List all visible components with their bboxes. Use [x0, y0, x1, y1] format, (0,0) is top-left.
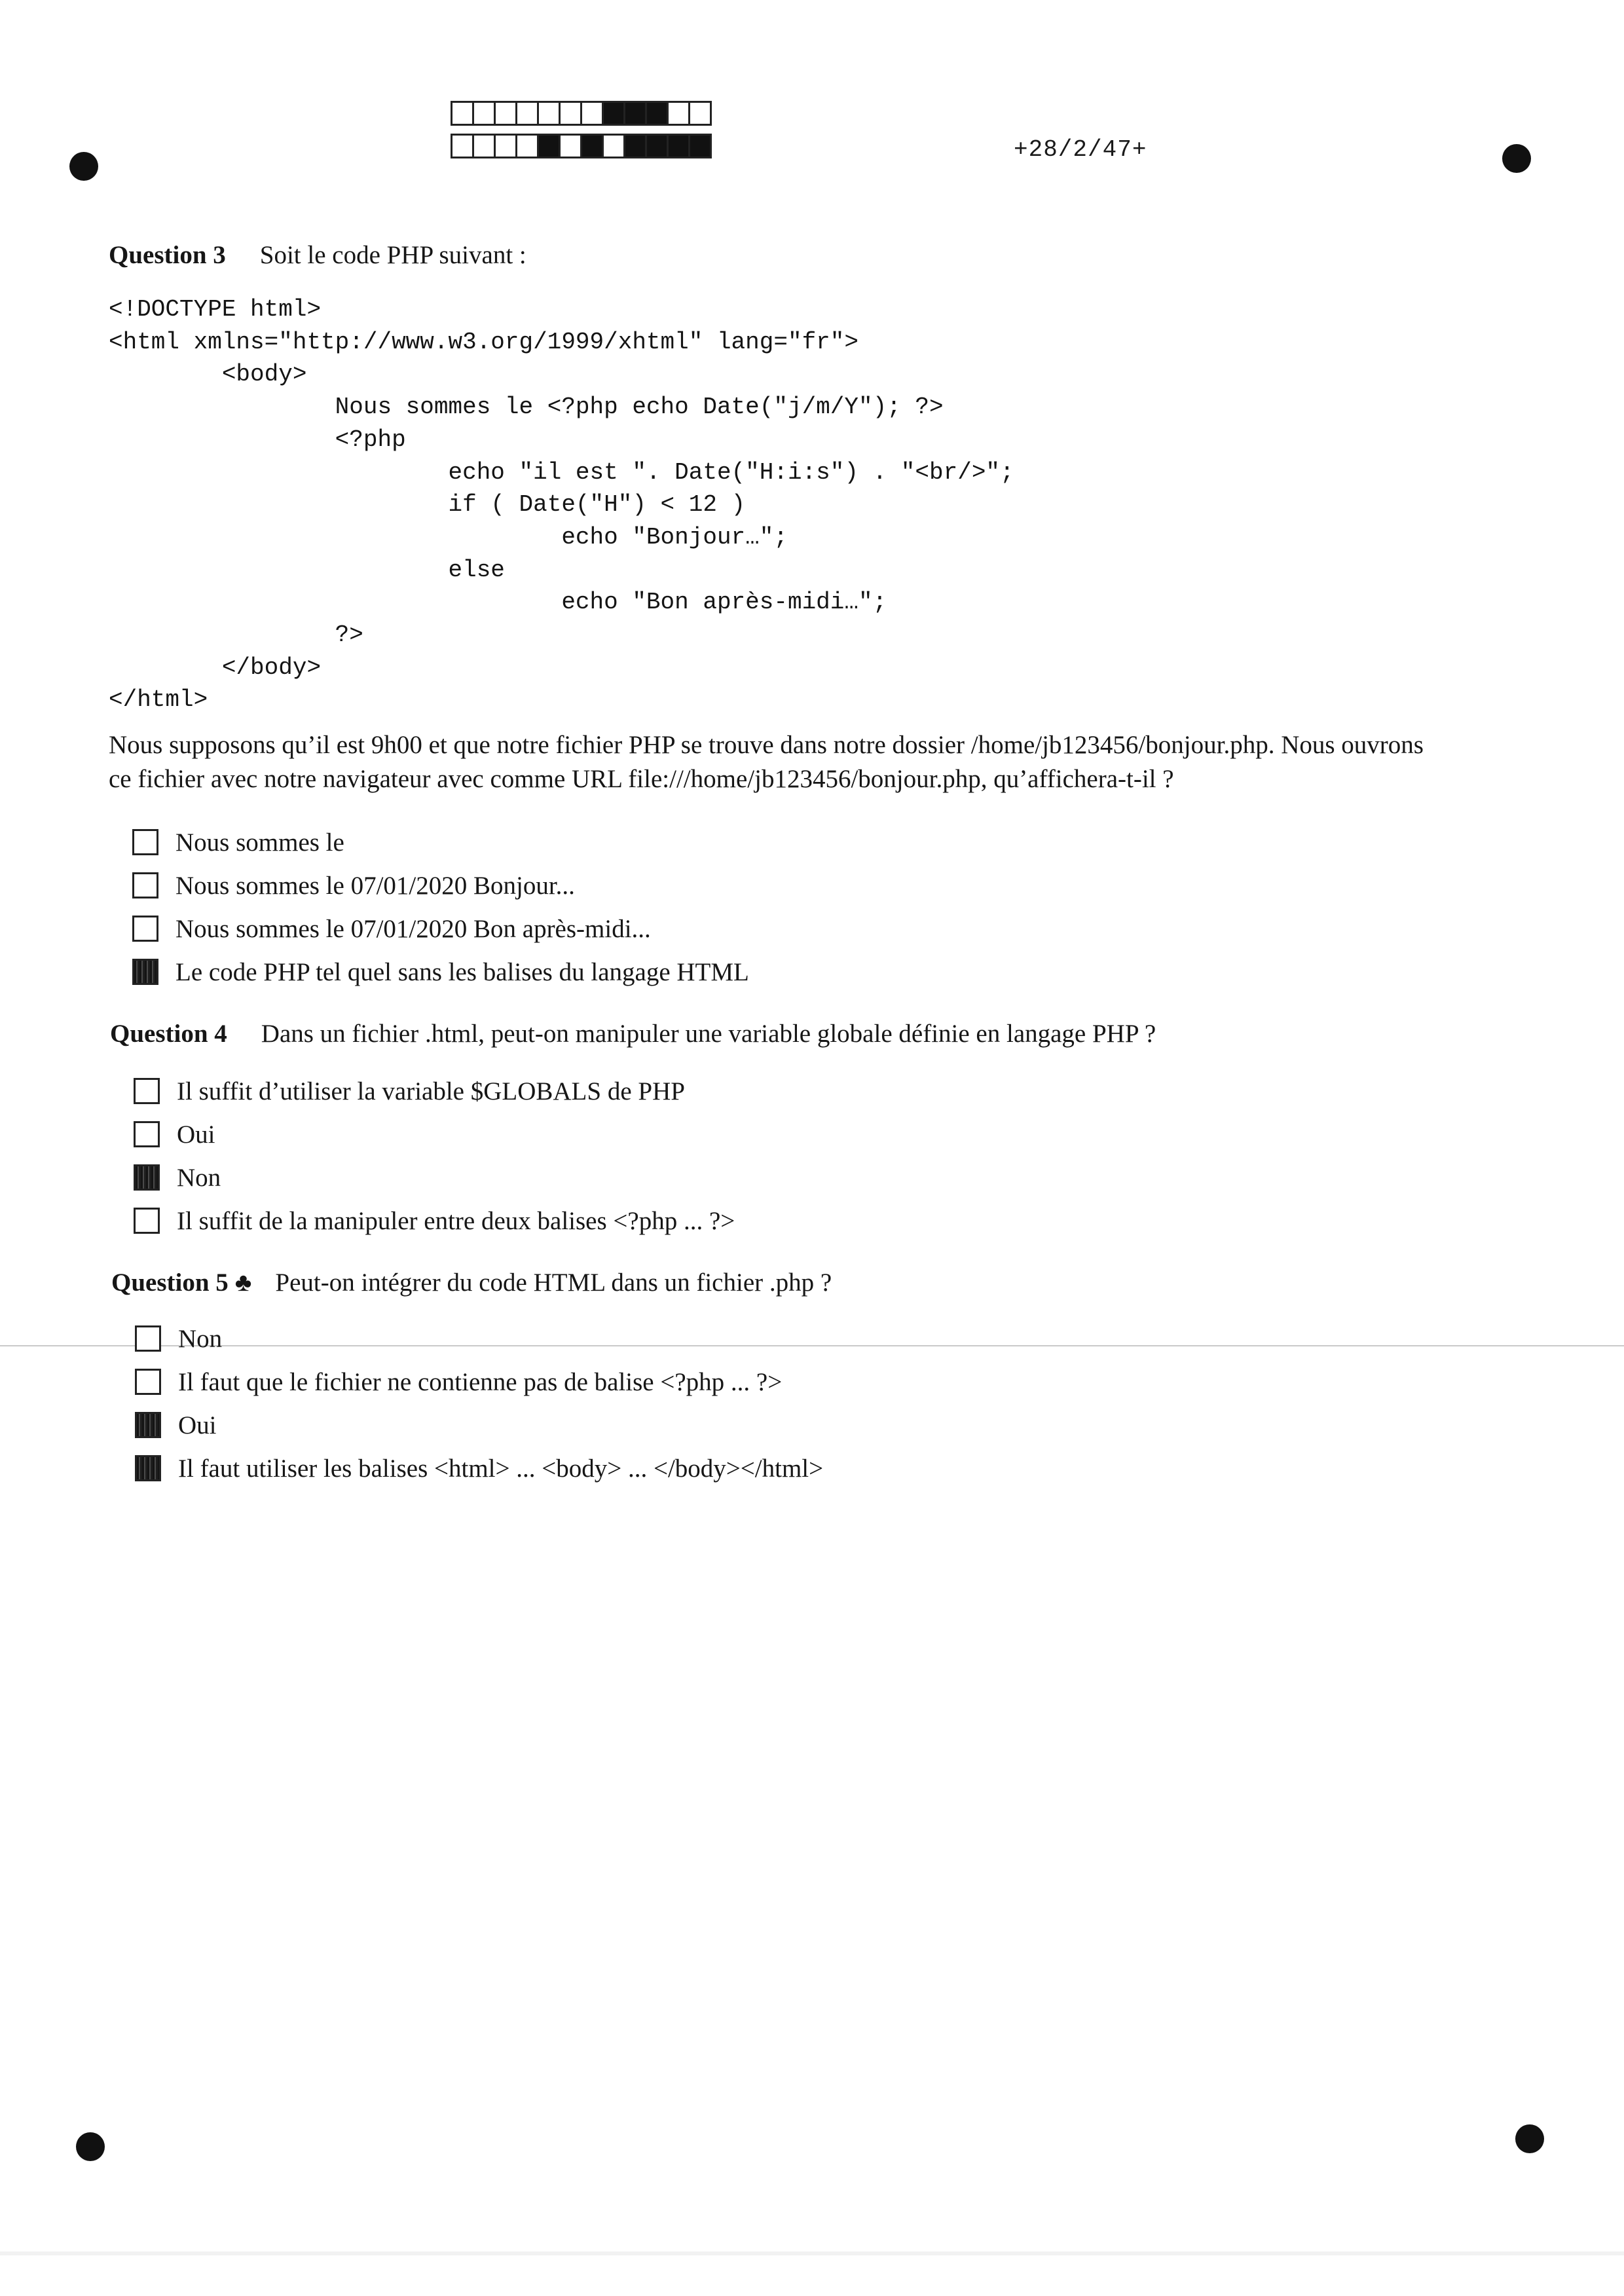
q3-choice-4[interactable] [132, 955, 749, 989]
barcode-cell [515, 134, 539, 158]
barcode-cell [645, 134, 669, 158]
php-code-block [109, 293, 1014, 716]
barcode-row-2 [451, 134, 710, 158]
q5-choice-4-label: Il faut utiliser les balises <html> ... <body> ... </body></html> [178, 1454, 824, 1483]
question-3-text: Soit le code PHP suivant : [259, 241, 526, 269]
barcode-cell [494, 134, 517, 158]
q4-choice-4-label: Il suffit de la manipuler entre deux balises <?php ... ?> [177, 1206, 735, 1235]
code-line: <!DOCTYPE html> [109, 296, 322, 323]
q5-choice-3-label: Oui [178, 1411, 217, 1439]
question-4-header [110, 1018, 1156, 1050]
scan-fold-line [0, 1345, 1624, 1346]
q3-choice-2-label: Nous sommes le 07/01/2020 Bonjour... [175, 871, 575, 900]
question-5-number: Question 5 [111, 1268, 229, 1297]
barcode-cell [688, 134, 712, 158]
code-line: else [109, 556, 505, 583]
code-line: echo "Bon après-midi…"; [109, 589, 887, 616]
q3-choice-1-label: Nous sommes le [175, 828, 344, 857]
q3-choice-1-checkbox[interactable] [132, 829, 158, 855]
barcode-cell [451, 101, 474, 126]
question-4-number: Question 4 [110, 1020, 227, 1048]
barcode-cell [645, 101, 669, 126]
barcode-cell [472, 134, 496, 158]
registration-mark-top-right [1502, 144, 1531, 173]
q4-choice-2-label: Oui [177, 1120, 215, 1149]
q3-choice-2[interactable] [132, 868, 575, 902]
q4-choice-1-label: Il suffit d’utiliser la variable $GLOBALS de PHP [177, 1077, 685, 1105]
barcode-cell [559, 101, 582, 126]
registration-mark-bottom-right [1515, 2124, 1544, 2153]
barcode-cell [472, 101, 496, 126]
registration-mark-top-left [69, 152, 98, 181]
barcode-cell [537, 134, 561, 158]
code-line: Nous sommes le <?php echo Date("j/m/Y"); ?> [109, 394, 944, 421]
q5-choice-1-checkbox[interactable] [135, 1325, 161, 1352]
q5-choice-4-checkbox[interactable] [135, 1455, 161, 1481]
barcode-cell [559, 134, 582, 158]
q3-choice-1[interactable] [132, 825, 344, 859]
q5-choice-1[interactable] [135, 1322, 222, 1356]
multiple-answer-club-icon: ♣ [234, 1268, 252, 1297]
q3-choice-4-label: Le code PHP tel quel sans les balises du langage HTML [175, 957, 749, 986]
barcode-cell [515, 101, 539, 126]
barcode-cell [602, 101, 625, 126]
registration-mark-bottom-left [76, 2132, 105, 2161]
barcode-cell [580, 101, 604, 126]
barcode-cell [537, 101, 561, 126]
code-line: ?> [109, 621, 363, 649]
barcode-cell [602, 134, 625, 158]
code-line: <?php [109, 426, 406, 453]
q5-choice-4[interactable] [135, 1451, 823, 1485]
q4-choice-3-checkbox[interactable] [134, 1164, 160, 1191]
q3-choice-3-label: Nous sommes le 07/01/2020 Bon après-midi... [175, 914, 651, 943]
question-3-scenario [109, 728, 1517, 796]
question-5-text: Peut-on intégrer du code HTML dans un fichier .php ? [275, 1268, 832, 1297]
barcode-cell [667, 134, 690, 158]
page-identifier: +28/2/47+ [1014, 136, 1147, 163]
code-line: if ( Date("H") < 12 ) [109, 491, 746, 519]
q4-choice-2[interactable] [134, 1117, 215, 1151]
code-line: echo "Bonjour…"; [109, 523, 788, 551]
q3-choice-3-checkbox[interactable] [132, 916, 158, 942]
q5-choice-2-label: Il faut que le fichier ne contienne pas de balise <?php ... ?> [178, 1367, 783, 1396]
barcode-cell [494, 101, 517, 126]
scenario-line-2: ce fichier avec notre navigateur avec comme URL file:///home/jb123456/bonjour.php, qu’affichera-t-il ? [109, 765, 1174, 793]
barcode-row-1 [451, 101, 710, 126]
question-5-header [111, 1267, 832, 1299]
q4-choice-3[interactable] [134, 1160, 221, 1194]
q3-choice-3[interactable] [132, 912, 651, 946]
q4-choice-3-label: Non [177, 1163, 221, 1192]
barcode-cell [451, 134, 474, 158]
q5-choice-3-checkbox[interactable] [135, 1412, 161, 1438]
barcode-cell [667, 101, 690, 126]
q3-choice-2-checkbox[interactable] [132, 872, 158, 898]
barcode-cell [623, 101, 647, 126]
q5-choice-3[interactable] [135, 1408, 217, 1442]
question-4-text: Dans un fichier .html, peut-on manipuler une variable globale définie en langage PHP ? [261, 1020, 1156, 1048]
code-line: <body> [109, 361, 307, 388]
q3-choice-4-checkbox[interactable] [132, 959, 158, 985]
q4-choice-2-checkbox[interactable] [134, 1121, 160, 1147]
barcode-cell [580, 134, 604, 158]
q4-choice-4-checkbox[interactable] [134, 1208, 160, 1234]
code-line: </html> [109, 686, 208, 714]
q4-choice-1[interactable] [134, 1074, 685, 1108]
code-line: </body> [109, 654, 322, 681]
code-line: echo "il est ". Date("H:i:s") . "<br/>"; [109, 458, 1014, 486]
question-3-header [109, 239, 526, 272]
q5-choice-1-label: Non [178, 1324, 223, 1353]
barcode-cell [688, 101, 712, 126]
code-line: <html xmlns="http://www.w3.org/1999/xhtml" lang="fr"> [109, 328, 858, 356]
scenario-line-1: Nous supposons qu’il est 9h00 et que notre fichier PHP se trouve dans notre dossier /home/jb123456/bonjour.php. Nous ouvrons [109, 731, 1424, 759]
barcode-cell [623, 134, 647, 158]
q5-choice-2-checkbox[interactable] [135, 1369, 161, 1395]
q4-choice-1-checkbox[interactable] [134, 1078, 160, 1104]
question-3-number: Question 3 [109, 241, 226, 269]
q5-choice-2[interactable] [135, 1365, 782, 1399]
scan-bottom-edge [0, 2251, 1624, 2255]
q4-choice-4[interactable] [134, 1204, 735, 1238]
